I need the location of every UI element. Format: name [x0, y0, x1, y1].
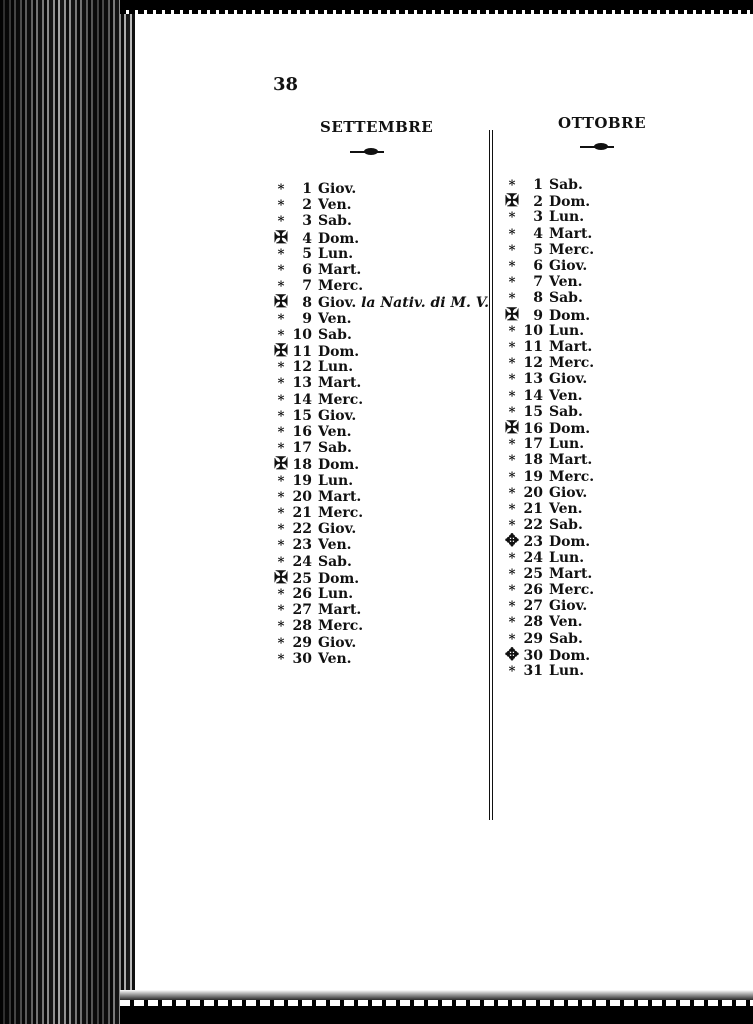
- day-number: 24: [292, 553, 312, 570]
- asterisk-icon: *: [277, 441, 285, 457]
- weekday-name: Ven.: [549, 614, 583, 631]
- month-title-ottobre: OTTOBRE: [558, 114, 646, 132]
- asterisk-icon: *: [277, 554, 285, 570]
- asterisk-icon: *: [508, 566, 516, 582]
- asterisk-icon: *: [508, 485, 516, 501]
- weekday-name: Giov.: [318, 521, 357, 538]
- asterisk-icon: *: [277, 376, 285, 392]
- weekday-name: Lun.: [549, 322, 585, 339]
- day-row: [272, 227, 360, 248]
- day-row: [272, 343, 359, 359]
- asterisk-icon: *: [277, 587, 285, 602]
- asterisk-icon: *: [277, 327, 285, 343]
- page-bottom-edge-lines: [120, 1000, 753, 1006]
- day-number: 7: [302, 278, 312, 295]
- day-row: [503, 550, 584, 566]
- day-number: 14: [292, 391, 312, 408]
- asterisk-icon: *: [508, 372, 516, 388]
- weekday-name: Sab.: [549, 290, 583, 307]
- asterisk-icon: *: [508, 242, 516, 258]
- day-number: 5: [302, 245, 312, 262]
- day-row: [503, 290, 583, 306]
- spine-shadow: [0, 0, 135, 1024]
- day-number: 20: [292, 488, 312, 505]
- weekday-name: Mart.: [318, 488, 362, 505]
- day-row: [503, 388, 583, 404]
- asterisk-icon: *: [277, 603, 285, 619]
- weekday-name: Ven.: [549, 501, 583, 517]
- cross-icon: ✠: [504, 191, 520, 212]
- day-number: 22: [523, 517, 543, 534]
- day-number: 22: [292, 521, 312, 538]
- asterisk-icon: *: [277, 360, 285, 376]
- day-row: [272, 521, 356, 537]
- day-number: 18: [292, 457, 312, 474]
- day-row: [272, 537, 352, 553]
- day-row: [272, 375, 361, 391]
- weekday-name: Giov.: [318, 407, 357, 424]
- day-number: 21: [292, 505, 312, 521]
- asterisk-icon: *: [508, 226, 516, 242]
- asterisk-icon: *: [508, 275, 516, 291]
- weekday-name: Mart.: [549, 225, 593, 242]
- weekday-name: Dom.: [318, 230, 360, 247]
- asterisk-icon: *: [508, 615, 516, 631]
- asterisk-icon: *: [508, 388, 516, 404]
- asterisk-icon: *: [277, 263, 285, 278]
- day-row: [272, 246, 353, 262]
- day-number: 25: [292, 570, 312, 587]
- day-number: 11: [292, 344, 312, 360]
- asterisk-icon: *: [277, 619, 285, 635]
- day-number: 31: [523, 663, 543, 679]
- day-number: 1: [302, 181, 312, 197]
- asterisk-icon: *: [508, 340, 516, 355]
- page-top-edge: [120, 0, 753, 10]
- day-number: 17: [523, 436, 543, 453]
- weekday-name: Mart.: [318, 375, 362, 392]
- weekday-name: Giov.: [549, 258, 588, 274]
- asterisk-icon: *: [508, 664, 516, 679]
- asterisk-icon: *: [508, 404, 516, 420]
- day-number: 11: [523, 339, 543, 355]
- asterisk-icon: *: [277, 408, 285, 424]
- day-row: [503, 304, 591, 325]
- weekday-name: Ven.: [549, 387, 583, 404]
- asterisk-icon: *: [508, 259, 516, 274]
- day-number: 29: [523, 630, 543, 647]
- day-row: [272, 602, 361, 618]
- day-row: [503, 469, 594, 485]
- weekday-name: Dom.: [318, 570, 360, 587]
- weekday-name: Dom.: [549, 647, 591, 664]
- asterisk-icon: *: [508, 453, 516, 469]
- day-row: [272, 424, 352, 440]
- weekday-name: Merc.: [549, 582, 595, 598]
- day-number: 4: [533, 225, 543, 242]
- asterisk-icon: *: [508, 356, 516, 372]
- day-number: 26: [292, 586, 312, 602]
- day-row: [272, 197, 352, 213]
- weekday-name: Lun.: [318, 472, 354, 489]
- weekday-name: Lun.: [318, 359, 354, 376]
- asterisk-icon: *: [508, 178, 516, 193]
- day-row: [503, 531, 591, 552]
- day-number: 8: [302, 295, 312, 312]
- day-row: [272, 567, 360, 588]
- asterisk-icon: *: [277, 651, 285, 667]
- day-number: 1: [533, 177, 543, 193]
- weekday-name: Merc.: [549, 241, 595, 258]
- column-divider: [489, 130, 493, 820]
- day-number: 26: [523, 582, 543, 598]
- day-number: 27: [292, 602, 312, 619]
- day-row: [503, 614, 583, 630]
- day-number: 27: [523, 598, 543, 615]
- day-number: 18: [523, 452, 543, 469]
- cross-icon: ✥: [504, 531, 520, 552]
- asterisk-icon: *: [277, 246, 285, 262]
- day-row: [272, 181, 356, 197]
- day-number: 9: [533, 307, 543, 324]
- day-number: 12: [523, 355, 543, 372]
- weekday-name: Ven.: [549, 274, 583, 291]
- cross-icon: ✠: [273, 292, 289, 313]
- day-number: 3: [533, 209, 543, 226]
- ornament-settembre: [350, 151, 384, 153]
- weekday-name: Sab.: [318, 213, 352, 230]
- day-row: [503, 452, 592, 468]
- day-row: [272, 292, 490, 313]
- asterisk-icon: *: [277, 279, 285, 295]
- day-number: 20: [523, 484, 543, 501]
- weekday-name: Giov.: [549, 484, 588, 501]
- weekday-name: Giov.: [549, 371, 588, 388]
- day-row: [272, 635, 356, 651]
- weekday-name: Merc.: [318, 391, 364, 408]
- asterisk-icon: *: [508, 469, 516, 485]
- day-number: 15: [523, 403, 543, 420]
- day-number: 2: [533, 194, 543, 211]
- day-number: 16: [523, 421, 543, 437]
- day-row: [272, 311, 352, 327]
- weekday-name: Ven.: [318, 197, 352, 214]
- day-number: 28: [292, 618, 312, 635]
- day-row: [503, 371, 587, 387]
- day-number: 10: [523, 322, 543, 339]
- weekday-name: Merc.: [318, 505, 364, 521]
- day-row: [272, 489, 361, 505]
- weekday-name: Sab.: [549, 630, 583, 647]
- month-title-settembre: SETTEMBRE: [320, 118, 434, 136]
- weekday-name: Lun.: [318, 245, 354, 262]
- day-row: [503, 436, 584, 452]
- weekday-name: Dom.: [318, 344, 360, 360]
- day-number: 24: [523, 549, 543, 566]
- weekday-name: Giov.: [318, 181, 357, 197]
- day-row: [272, 213, 352, 229]
- weekday-name: Mart.: [549, 452, 593, 469]
- day-number: 2: [302, 197, 312, 214]
- weekday-name: Giov.: [549, 598, 588, 615]
- day-row: [503, 191, 591, 212]
- weekday-name: Giov.: [318, 634, 357, 651]
- weekday-name: Lun.: [549, 663, 585, 679]
- asterisk-icon: *: [277, 489, 285, 505]
- ornament-ottobre: [580, 146, 614, 148]
- day-number: 29: [292, 634, 312, 651]
- day-number: 19: [523, 468, 543, 485]
- asterisk-icon: *: [508, 518, 516, 534]
- day-row: [272, 262, 361, 278]
- asterisk-icon: *: [508, 291, 516, 307]
- day-row: [503, 258, 587, 274]
- weekday-name: Sab.: [318, 553, 352, 570]
- day-row: [503, 274, 583, 290]
- day-number: 10: [292, 326, 312, 343]
- weekday-name: Dom.: [318, 457, 360, 474]
- asterisk-icon: *: [508, 502, 516, 517]
- day-row: [503, 485, 587, 501]
- day-number: 6: [533, 258, 543, 274]
- day-number: 3: [302, 213, 312, 230]
- day-number: 13: [292, 375, 312, 392]
- weekday-name: Merc.: [549, 355, 595, 372]
- day-row: [503, 566, 592, 582]
- day-row: [272, 586, 353, 602]
- day-number: 23: [523, 534, 543, 551]
- asterisk-icon: *: [277, 182, 285, 197]
- asterisk-icon: *: [277, 473, 285, 489]
- weekday-name: Sab.: [549, 403, 583, 420]
- weekday-name: Merc.: [318, 618, 364, 635]
- asterisk-icon: *: [277, 522, 285, 538]
- day-number: 19: [292, 472, 312, 489]
- day-row: [272, 651, 352, 667]
- day-row: [272, 408, 356, 424]
- weekday-name: Sab.: [549, 177, 583, 193]
- day-number: 7: [533, 274, 543, 291]
- day-row: [272, 359, 353, 375]
- asterisk-icon: *: [277, 506, 285, 521]
- day-row: [503, 663, 584, 679]
- cross-icon: ✠: [273, 341, 289, 361]
- weekday-name: Lun.: [318, 586, 354, 602]
- day-number: 9: [302, 310, 312, 327]
- asterisk-icon: *: [277, 392, 285, 408]
- day-number: 23: [292, 537, 312, 554]
- asterisk-icon: *: [508, 599, 516, 615]
- day-row: [503, 355, 594, 371]
- day-row: [503, 644, 591, 665]
- cross-icon: ✠: [273, 227, 289, 248]
- asterisk-icon: *: [508, 437, 516, 453]
- day-number: 15: [292, 407, 312, 424]
- day-row: [503, 242, 594, 258]
- cross-icon: ✠: [504, 418, 520, 438]
- cross-icon: ✠: [273, 567, 289, 588]
- page-bottom-edge: [120, 990, 753, 1024]
- day-row: [272, 392, 363, 408]
- day-number: 8: [533, 290, 543, 307]
- day-number: 14: [523, 387, 543, 404]
- weekday-name: Mart.: [318, 602, 362, 619]
- day-row: [503, 209, 584, 225]
- day-number: 28: [523, 614, 543, 631]
- asterisk-icon: *: [508, 550, 516, 566]
- asterisk-icon: *: [277, 538, 285, 554]
- day-number: 13: [523, 371, 543, 388]
- asterisk-icon: *: [277, 198, 285, 214]
- weekday-name: Sab.: [549, 517, 583, 534]
- weekday-name: Dom.: [549, 307, 591, 324]
- day-number: 5: [533, 241, 543, 258]
- cross-icon: ✠: [504, 304, 520, 325]
- day-row: [272, 618, 363, 634]
- weekday-name: Ven.: [318, 537, 352, 554]
- weekday-name: Ven.: [318, 650, 352, 667]
- weekday-name: Lun.: [549, 209, 585, 226]
- weekday-name: Mart.: [549, 339, 593, 355]
- day-row: [503, 582, 594, 598]
- asterisk-icon: *: [277, 214, 285, 230]
- asterisk-icon: *: [277, 425, 285, 440]
- asterisk-icon: *: [508, 583, 516, 598]
- day-row: [272, 505, 363, 521]
- day-number: 30: [523, 647, 543, 664]
- cross-icon: ✠: [273, 454, 289, 475]
- weekday-name: Merc.: [549, 468, 595, 485]
- day-row: [272, 454, 360, 475]
- weekday-name: Ven.: [318, 310, 352, 327]
- weekday-name: Ven.: [318, 424, 352, 440]
- weekday-name: Sab.: [318, 326, 352, 343]
- weekday-name: Lun.: [549, 549, 585, 566]
- weekday-name: Dom.: [549, 421, 591, 437]
- page-number: 38: [273, 74, 299, 95]
- asterisk-icon: *: [508, 323, 516, 339]
- day-row: [272, 473, 353, 489]
- asterisk-icon: *: [277, 635, 285, 651]
- day-row: [503, 226, 592, 242]
- day-number: 12: [292, 359, 312, 376]
- day-number: 16: [292, 424, 312, 440]
- weekday-name: Lun.: [549, 436, 585, 453]
- asterisk-icon: *: [508, 210, 516, 226]
- weekday-name: Mart.: [549, 565, 593, 582]
- day-row: [503, 323, 584, 339]
- weekday-name: Sab.: [318, 440, 352, 457]
- asterisk-icon: *: [277, 311, 285, 327]
- weekday-name: Mart.: [318, 262, 362, 278]
- cross-icon: ✥: [504, 644, 520, 665]
- feast-note: la Nativ. di M. V.: [361, 295, 490, 312]
- day-number: 6: [302, 262, 312, 278]
- day-number: 17: [292, 440, 312, 457]
- asterisk-icon: *: [508, 631, 516, 647]
- day-number: 4: [302, 230, 312, 247]
- day-row: [503, 339, 592, 355]
- day-row: [503, 501, 583, 517]
- weekday-name: Merc.: [318, 278, 364, 295]
- calendar-page: [140, 14, 753, 992]
- day-number: 30: [292, 650, 312, 667]
- weekday-name: Dom.: [549, 194, 591, 211]
- day-number: 21: [523, 501, 543, 517]
- weekday-name: Giov.: [318, 295, 357, 312]
- weekday-name: Dom.: [549, 534, 591, 551]
- day-number: 25: [523, 565, 543, 582]
- day-row: [503, 598, 587, 614]
- day-row: [503, 420, 590, 436]
